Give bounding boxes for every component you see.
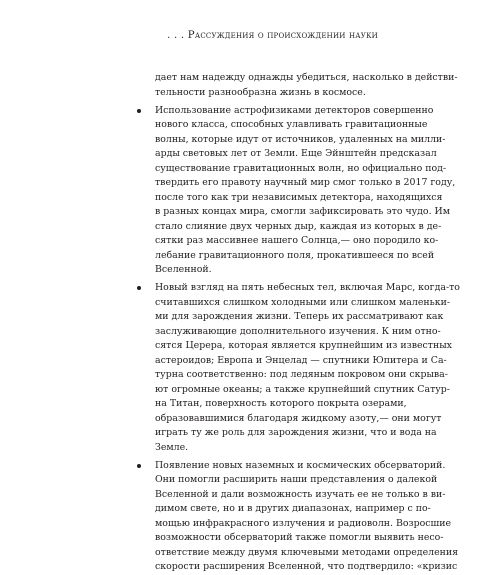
text-line: ют огромные океаны; а также крупнейший спутник Сатур- — [155, 383, 450, 395]
text-line: арды световых лет от Земли. Еще Эйнштейн предсказал — [155, 148, 437, 159]
text-line: турна соответственно: под ледяным покровом они скрыва- — [155, 369, 448, 380]
text-line: скорости расширения Вселенной, что подтвердило: «кризис — [155, 561, 458, 572]
text-line: существование гравитационных волн, но официально под- — [155, 162, 447, 174]
text-line: на Титан, поверхность которого покрыта озерами, — [155, 398, 407, 409]
text-line: мощью инфракрасного излучения и радиоволн. Возросшие — [155, 517, 452, 529]
text-line: Новый взгляд на пять небесных тел, включая Марс, когда-то — [155, 282, 460, 293]
bullet-list-item — [143, 104, 456, 278]
text-line: сятки раз массивнее нашего Солнца,— оно породило ко- — [155, 235, 439, 246]
text-line: дает нам надежду однажды убедиться, насколько в действи- — [155, 72, 458, 83]
text-line: заслуживающие дополнительного изучения. К ним отно- — [155, 325, 441, 337]
text-line: Использование астрофизиками детекторов совершенно — [155, 104, 434, 116]
bullet-icon — [137, 109, 141, 113]
text-line: волны, которые идут от источников, удаленных на милли- — [155, 133, 446, 145]
text-line: тельности разнообразна жизнь в космосе. — [155, 86, 366, 98]
text-line: играть ту же роль для зарождения жизни, что и вода на — [155, 427, 437, 438]
text-line: стало слияние двух черных дыр, каждая из которых в де- — [155, 220, 442, 232]
text-line: образовавшимися благодаря жидкому азоту,— они могут — [155, 412, 442, 424]
text-line: Земле. — [155, 441, 189, 453]
bullet-list-item — [143, 459, 459, 575]
text-line: возможности обсерваторий также помогли выявить несо- — [155, 532, 444, 543]
text-line: димом свете, но и в других диапазонах, например с по- — [155, 503, 431, 514]
paragraph — [143, 71, 458, 100]
header-dots: . . . — [167, 30, 185, 41]
text-line: астероидов; Европа и Энцелад — спутники Юпитера и Са- — [155, 354, 447, 366]
text-line: считавшихся слишком холодными или слишком маленьки- — [155, 296, 451, 308]
body-text — [143, 71, 460, 575]
text-line: нового класса, способных улавливать гравитационные — [155, 119, 428, 130]
bullet-list-item — [143, 281, 460, 455]
text-line: твердить его правоту научный мир смог только в 2017 году, — [155, 177, 456, 188]
text-line: Вселенной и дали возможность изучать ее не только в ви- — [155, 488, 446, 500]
text-line: сятся Церера, которая является крупнейшим из известных — [155, 340, 452, 351]
text-line: ответствие между двумя ключевыми методами определения — [155, 546, 459, 558]
running-header — [167, 30, 378, 41]
header-title: Рассуждения о происхождении науки — [187, 30, 378, 41]
text-line: Вселенной. — [155, 264, 212, 275]
text-line: после того как три независимых детектора, находящихся — [155, 191, 443, 203]
text-line: лебание гравитационного поля, прокатившееся по всей — [155, 249, 435, 261]
bullet-icon — [137, 286, 141, 290]
bullet-icon — [137, 464, 141, 468]
text-line: Они помогли расширить наши представления о далекой — [155, 474, 438, 485]
text-line: ми для зарождения жизни. Теперь их рассматривают как — [155, 311, 444, 322]
text-line: Появление новых наземных и космических обсерваторий. — [155, 459, 446, 471]
text-line: в разных концах мира, смогли зафиксировать это чудо. Им — [155, 206, 451, 217]
